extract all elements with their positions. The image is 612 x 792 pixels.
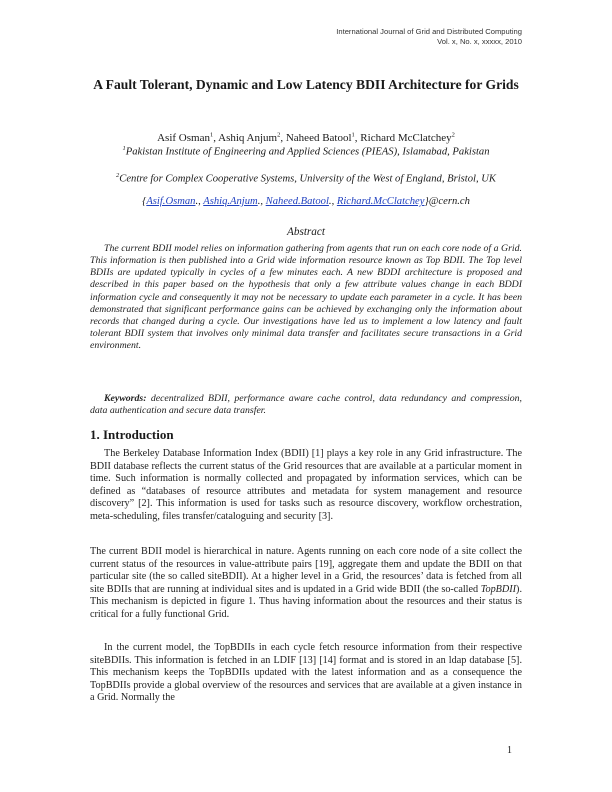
email-link[interactable]: Naheed.Batool <box>265 196 329 207</box>
email-link[interactable]: Richard.McClatchey <box>336 196 425 207</box>
author-emails: {Asif.Osman., Ashiq.Anjum., Naheed.Batool., Richard.McClatchey}@cern.ch <box>142 196 470 207</box>
journal-name: International Journal of Grid and Distributed Computing <box>336 27 522 36</box>
section-heading: 1. Introduction <box>90 427 174 442</box>
author: Asif Osman$^1$, <box>157 131 219 144</box>
author: Naheed Batool$^1$, <box>285 131 361 144</box>
email-link[interactable]: Ashiq.Anjum <box>203 196 258 207</box>
intro-paragraph-3: In the current model, the TopBDIIs in each cycle fetch resource information from their respective siteBDIIs. This information is fetched in an LDIF [13] [14] format and is stored in an ldap database [5]. This mechanism keeps the TopBDIIs updated with the latest information and as a consequence the TopBDIIs provide a global overview of the resources and services that are available at a given instance in a Grid. Normally the <box>90 642 522 704</box>
abstract-text: The current BDII model relies on information gathering from agents that run on each core node of a Grid. This information is then published into a Grid wide information resource known as Top BDII. The Top level BDIIs are updated typically in cycles of a few minutes each. A new BDDI architecture is proposed and described in this paper based on the hypothesis that only a few attribute values change in each BDDI information cycle and consequently it may not be necessary to update each parameter in a cycle. It has been demonstrated that significant performance gains can be achieved by exchanging only the information about records that changed during a cycle. Our investigations have led us to implement a low latency and fault tolerant BDII system that involves only minimal data transfer and facilitates secure transactions in a Grid environment. <box>90 243 522 352</box>
intro-paragraph-2: The current BDII model is hierarchical in nature. Agents running on each core node of a site collect the current status of the resources in value-attribute pairs [19], aggregate them and update the BDII on that particular site (the so called siteBDII). At a higher level in a Grid, the resources’ data is fetched from all site BDIIs that are running at individual sites and is updated in a Grid wide BDII (the so-called TopBDII). This mechanism is depicted in figure 1. Thus having information about the resources and their status is critical for a fully functional Grid. <box>90 546 522 620</box>
keywords-label: Keywords: <box>104 393 147 404</box>
keywords <box>90 393 522 418</box>
email-link[interactable]: Asif.Osman <box>146 196 196 207</box>
affiliation-2: $^2$Centre for Complex Cooperative Systems, University of the West of England, Bristol, UK <box>116 172 496 185</box>
running-head <box>336 27 522 47</box>
abstract-heading: Abstract <box>287 226 325 238</box>
journal-volume: Vol. x, No. x, xxxxx, 2010 <box>437 37 522 46</box>
author: Ashiq Anjum$^2$, <box>218 131 286 144</box>
page-number: 1 <box>507 745 512 756</box>
paper-title: A Fault Tolerant, Dynamic and Low Latency BDII Architecture for Grids <box>93 77 519 92</box>
keywords-text: decentralized BDII, performance aware cache control, data redundancy and compression, data authentication and secure data transfer. <box>90 393 522 417</box>
affiliation-1: $^1$Pakistan Institute of Engineering and Applied Sciences (PIEAS), Islamabad, Pakistan <box>122 145 490 158</box>
author: Richard McClatchey$^2$ <box>360 131 455 144</box>
intro-paragraph-1: The Berkeley Database Information Index (BDII) [1] plays a key role in any Grid infrastructure. The BDII database reflects the current status of the Grid resources that are available at a particular moment in time. Such information is normally collected and propagated by information services, which can be defined as “databases of resource attributes and metadata for system management and resource discovery” [2]. This information is used for tasks such as resource discovery, workflow orchestration, meta-scheduling, files transfer/cataloguing and security [3]. <box>90 448 522 522</box>
